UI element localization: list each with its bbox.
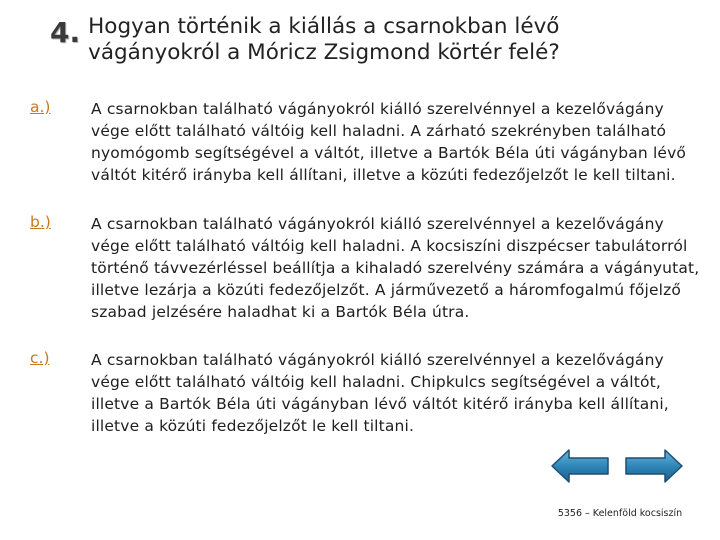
question-heading bbox=[50, 14, 690, 66]
back-button[interactable] bbox=[550, 447, 610, 485]
arrow-right-icon bbox=[624, 447, 684, 485]
footer-caption: 5356 – Kelenföld kocsiszín bbox=[557, 508, 683, 519]
answer-text-c: A csarnokban található vágányokról kiálló szerelvénnyel a kezelővágány vége előtt található váltóig kell haladni. Chipkulcs segítségével a váltót, illetve a Bartók Béla úti vágányban lévő váltót kitérő irányba kell állítani, illetve a közúti fedezőjelzőt le kell tiltani. bbox=[91, 351, 669, 435]
question-number: 4. bbox=[50, 16, 81, 49]
answer-letter-link-b[interactable]: b.) bbox=[30, 213, 51, 231]
arrow-left-icon bbox=[550, 447, 610, 485]
answer-letter-link-c[interactable]: c.) bbox=[30, 349, 50, 367]
question-text: Hogyan történik a kiállás a csarnokban lévő vágányokról a Móricz Zsigmond körtér felé? bbox=[88, 14, 560, 65]
forward-button[interactable] bbox=[624, 447, 684, 485]
answer-text-b: A csarnokban található vágányokról kiálló szerelvénnyel a kezelővágány vége előtt található váltóig kell haladni. A kocsiszíni diszpécser tabulátorról történő távvezérléssel beállítja a kihaladó szerelvény számára a vágányutat, illetve lezárja a közúti fedezőjelzőt. A járművezető a háromfogalmú főjelző szabad jelzésére haladhat ki a Bartók Béla útra. bbox=[91, 215, 700, 321]
answer-text-a: A csarnokban található vágányokról kiálló szerelvénnyel a kezelővágány vége előtt található váltóig kell haladni. A zárható szekrényben található nyomógomb segítségével a váltót, illetve a Bartók Béla úti vágányban lévő váltót kitérő irányba kell állítani, illetve a közúti fedezőjelzőt le kell tiltani. bbox=[91, 100, 687, 184]
answer-letter-link-a[interactable]: a.) bbox=[30, 98, 51, 116]
